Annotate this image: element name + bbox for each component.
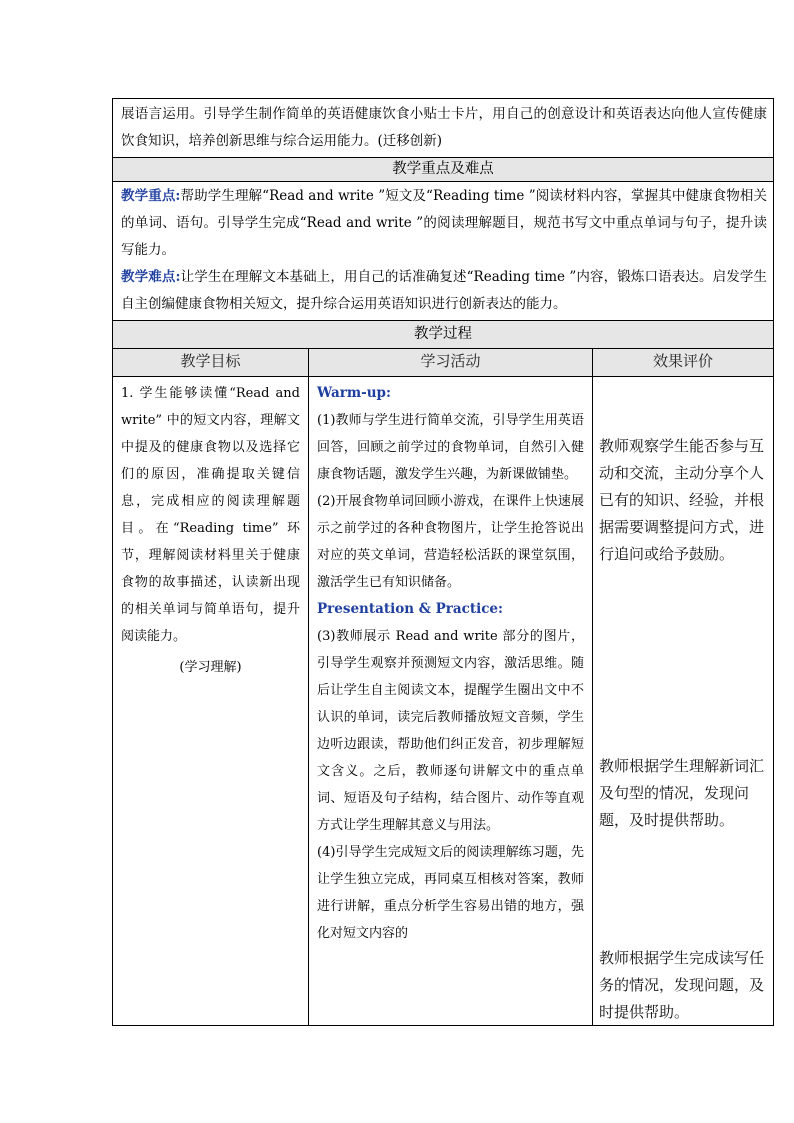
activity-cell bbox=[309, 377, 593, 1026]
focus-label: 教学重点: bbox=[121, 188, 181, 204]
lesson-plan-page bbox=[112, 98, 773, 1026]
lesson-plan-table bbox=[112, 98, 774, 1026]
evaluation-2: 教师根据学生理解新词汇及句型的情况，发现问题，及时提供帮助。 bbox=[599, 757, 765, 829]
evaluation-1: 教师观察学生能否参与互动和交流，主动分享个人已有的知识、经验，并根据需要调整提问方式，进行追问或给予鼓励。 bbox=[599, 437, 765, 563]
process-header-row bbox=[113, 321, 774, 349]
key-points-heading: 教学重点及难点 bbox=[113, 158, 774, 182]
key-points-row bbox=[113, 182, 774, 321]
key-points-header-row bbox=[113, 158, 774, 182]
key-points-cell bbox=[113, 182, 774, 321]
col-activity-header: 学习活动 bbox=[309, 349, 593, 377]
intro-row bbox=[113, 99, 774, 158]
focus-text: 帮助学生理解“Read and write ”短文及“Reading time ”阅读材料内容，掌握其中健康食物相关的单词、语句。引导学生完成“Read and write ”的阅读理解题目，规范书写文中重点单词与句子，提升读写能力。 bbox=[121, 188, 767, 258]
process-content-row bbox=[113, 377, 774, 1026]
difficulty-label: 教学难点: bbox=[121, 269, 181, 285]
teaching-focus bbox=[121, 183, 767, 264]
column-header-row bbox=[113, 349, 774, 377]
warmup-title: Warm-up: bbox=[317, 385, 391, 401]
presentation-title: Presentation & Practice: bbox=[317, 601, 504, 617]
difficulty-text: 让学生在理解文本基础上，用自己的话准确复述“Reading time ”内容，锻炼口语表达。启发学生自主创编健康食物相关短文，提升综合运用英语知识进行创新表达的能力。 bbox=[121, 269, 767, 312]
col-goal-header: 教学目标 bbox=[113, 349, 309, 377]
evaluation-cell bbox=[593, 377, 774, 1026]
evaluation-3: 教师根据学生完成读写任务的情况，发现问题，及时提供帮助。 bbox=[599, 949, 765, 1021]
activity-2: (2)开展食物单词回顾小游戏，在课件上快速展示之前学过的各种食物图片，让学生抢答说出对应的英文单词，营造轻松活跃的课堂氛围，激活学生已有知识储备。 bbox=[317, 494, 584, 590]
teaching-difficulty bbox=[121, 264, 767, 318]
activity-4: (4)引导学生完成短文后的阅读理解练习题，先让学生独立完成，再同桌互相核对答案，教师进行讲解，重点分析学生容易出错的地方，强化对短文内容的 bbox=[317, 845, 584, 941]
intro-text: 展语言运用。引导学生制作简单的英语健康饮食小贴士卡片，用自己的创意设计和英语表达向他人宣传健康饮食知识，培养创新思维与综合运用能力。(迁移创新) bbox=[113, 99, 774, 158]
process-heading: 教学过程 bbox=[113, 321, 774, 349]
col-evaluation-header: 效果评价 bbox=[593, 349, 774, 377]
activity-1: (1)教师与学生进行简单交流，引导学生用英语回答，回顾之前学过的食物单词，自然引入健康食物话题，激发学生兴趣，为新课做铺垫。 bbox=[317, 413, 584, 482]
activity-3: (3)教师展示 Read and write 部分的图片，引导学生观察并预测短文内容，激活思维。随后让学生自主阅读文本，提醒学生圈出文中不认识的单词，读完后教师播放短文音频，学生边听边跟读，帮助他们纠正发音，初步理解短文含义。之后，教师逐句讲解文中的重点单词、短语及句子结构，结合图片、动作等直观方式让学生理解其意义与用法。 bbox=[317, 629, 584, 833]
goal-tag: (学习理解) bbox=[179, 660, 242, 675]
goal-cell bbox=[113, 377, 309, 1026]
goal-text: 1. 学生能够读懂“Read and write” 中的短文内容，理解文中提及的健康食物以及选择它们的原因，准确提取关键信息，完成相应的阅读理解题目。在“Reading time” 环节，理解阅读材料里关于健康食物的故事描述，认读新出现的相关单词与简单语句，提升阅读能力。 bbox=[121, 386, 300, 644]
